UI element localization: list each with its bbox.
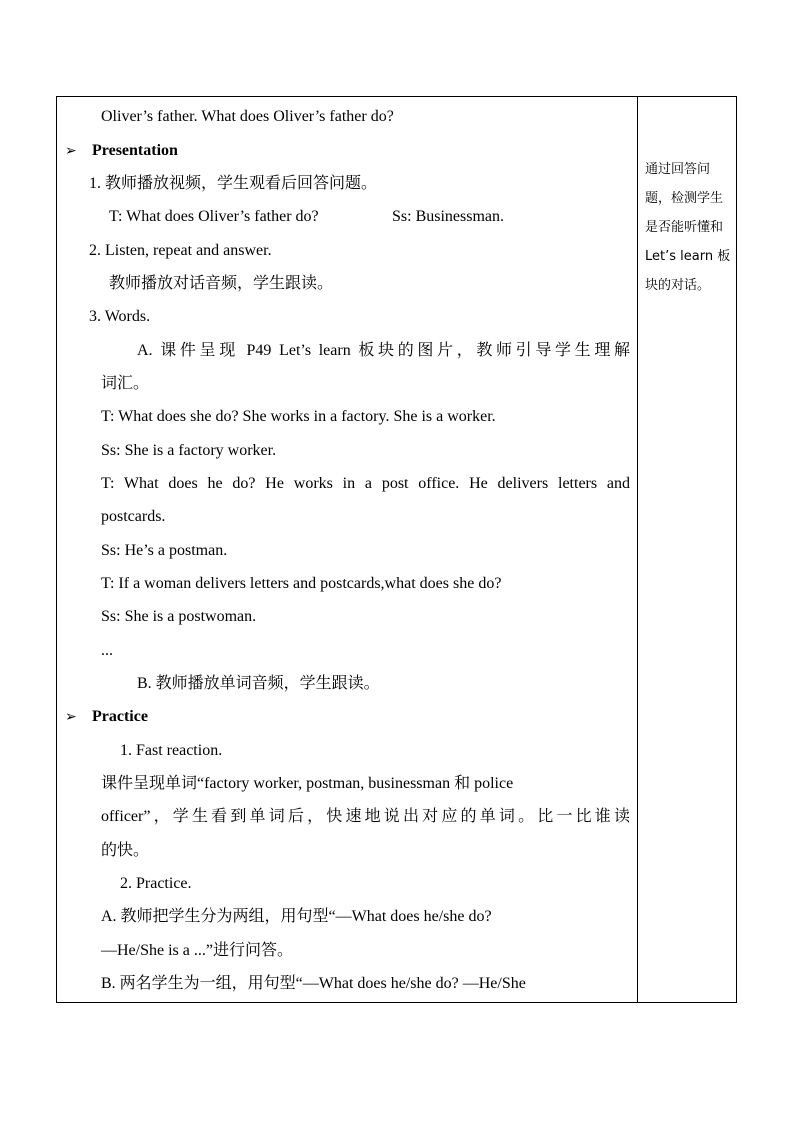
- practice-step-2a-line-1: A. 教师把学生分为两组，用句型“—What does he/she do?: [101, 908, 492, 925]
- column-divider: [637, 97, 638, 1002]
- students-line-3: Ss: She is a postwoman.: [101, 608, 257, 625]
- words-step-a-line-1: A. 课件呈现 P49 Let’s learn 板块的图片，教师引导学生理解: [137, 342, 630, 359]
- presentation-heading: Presentation: [92, 142, 178, 159]
- practice-step-1-line-1: 课件呈现单词“factory worker, postman, businessman 和 police: [101, 775, 514, 792]
- presentation-step-1: 1. 教师播放视频，学生观看后回答问题。: [89, 175, 378, 192]
- teacher-line-3: T: If a woman delivers letters and postcards,what does she do?: [101, 575, 502, 592]
- lesson-plan-table: [56, 96, 737, 1003]
- presentation-step-2: 2. Listen, repeat and answer.: [89, 242, 272, 259]
- dialog-students: Ss: Businessman.: [392, 208, 505, 225]
- teacher-line-1: T: What does she do? She works in a factory. She is a worker.: [101, 408, 496, 425]
- teacher-line-2b: postcards.: [101, 508, 166, 525]
- words-step-b: B. 教师播放单词音频，学生跟读。: [137, 675, 380, 692]
- presentation-step-2-desc: 教师播放对话音频，学生跟读。: [109, 275, 334, 292]
- arrow-bullet-icon: ➢: [65, 143, 77, 159]
- teacher-line-2a: T: What does he do? He works in a post office. He delivers letters and: [101, 475, 630, 492]
- intro-line: Oliver’s father. What does Oliver’s father do?: [101, 108, 394, 125]
- students-line-2: Ss: He’s a postman.: [101, 542, 228, 559]
- arrow-bullet-icon: ➢: [65, 709, 77, 725]
- practice-step-2b-line-1: B. 两名学生为一组，用句型“—What does he/she do? —He/She: [101, 975, 526, 992]
- practice-step-1-line-2: officer”，学生看到单词后，快速地说出对应的单词。比一比谁读: [101, 808, 630, 825]
- practice-step-1-line-3: 的快。: [101, 842, 150, 859]
- ellipsis: ...: [101, 642, 113, 659]
- students-line-1: Ss: She is a factory worker.: [101, 442, 277, 459]
- practice-step-2: 2. Practice.: [120, 875, 192, 892]
- practice-heading: Practice: [92, 708, 148, 725]
- practice-step-1: 1. Fast reaction.: [120, 742, 223, 759]
- practice-step-2a-line-2: —He/She is a ...”进行问答。: [101, 942, 293, 959]
- dialog-teacher: T: What does Oliver’s father do?: [109, 208, 319, 225]
- presentation-step-3: 3. Words.: [89, 308, 151, 325]
- words-step-a-line-2: 词汇。: [101, 375, 150, 392]
- side-note: 通过回答问题，检测学生是否能听懂和 Let’s learn 板块的对话。: [645, 162, 731, 293]
